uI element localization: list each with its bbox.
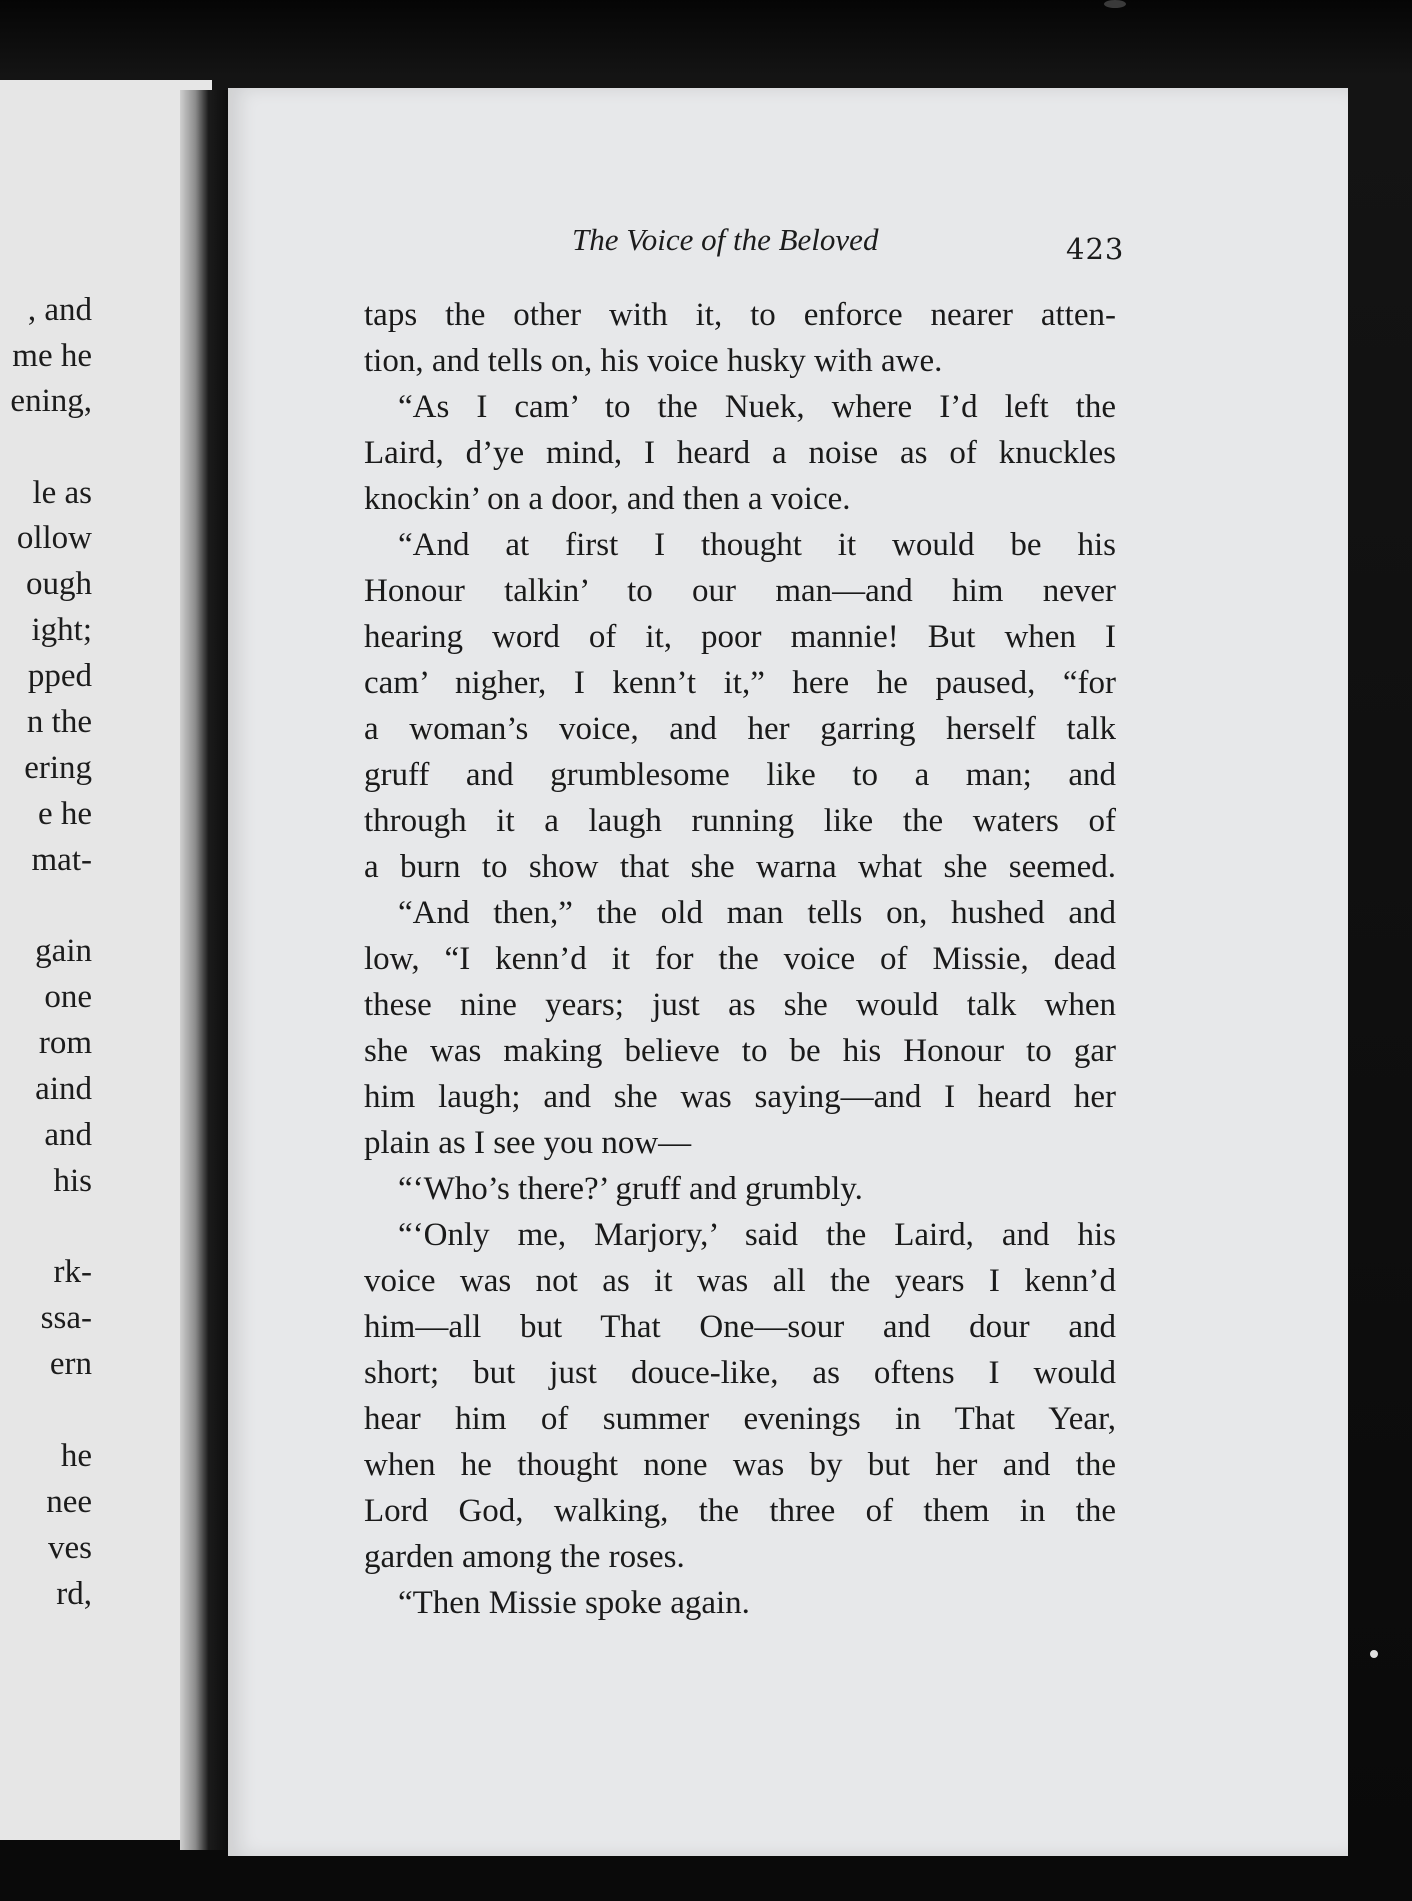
text-line: through it a laugh running like the waters of <box>364 803 1116 839</box>
left-line-fragment: ering <box>24 750 92 786</box>
body-text <box>364 292 1116 1626</box>
page-number: 423 <box>1066 232 1125 266</box>
left-line-fragment: , and <box>27 292 92 328</box>
text-line: him—all but That One—sour and dour and <box>364 1309 1116 1345</box>
left-line-fragment: me he <box>12 338 92 374</box>
dust-speck <box>1370 1650 1378 1658</box>
text-line: gruff and grumblesome like to a man; and <box>364 757 1116 793</box>
left-line-fragment: le as <box>32 475 92 511</box>
left-line-fragment: aind <box>35 1071 92 1107</box>
text-line: cam’ nigher, I kenn’t it,” here he paused, “for <box>364 665 1116 701</box>
text-line: “‘Who’s there?’ gruff and grumbly. <box>398 1171 863 1207</box>
left-line-fragment: n the <box>26 704 92 740</box>
left-line-fragment: ern <box>49 1346 92 1382</box>
left-line-fragment: nee <box>46 1484 92 1520</box>
text-line: Laird, d’ye mind, I heard a noise as of knuckles <box>364 435 1116 471</box>
text-line: “Then Missie spoke again. <box>398 1585 750 1621</box>
left-line-fragment: his <box>53 1163 92 1199</box>
text-line: tion, and tells on, his voice husky with awe. <box>364 343 943 379</box>
left-line-fragment: ight; <box>31 612 92 648</box>
left-line-fragment: rd, <box>56 1576 92 1612</box>
text-line: hearing word of it, poor mannie! But when I <box>364 619 1116 655</box>
text-line: a burn to show that she warna what she seemed. <box>364 849 1116 885</box>
text-line: “And then,” the old man tells on, hushed and <box>398 895 1116 931</box>
left-line-fragment: and <box>44 1117 92 1153</box>
text-line: when he thought none was by but her and the <box>364 1447 1116 1483</box>
book-spine-shadow <box>180 90 232 1850</box>
text-line: she was making believe to be his Honour to gar <box>364 1033 1116 1069</box>
running-head: The Voice of the Beloved <box>572 222 879 257</box>
left-line-fragment: ssa- <box>40 1300 92 1336</box>
left-line-fragment: mat- <box>31 842 92 878</box>
text-line: him laugh; and she was saying—and I heard her <box>364 1079 1116 1115</box>
left-line-fragment: ves <box>48 1530 92 1566</box>
text-line: knockin’ on a door, and then a voice. <box>364 481 851 517</box>
left-line-fragment: ough <box>26 566 92 602</box>
left-line-fragment: rom <box>38 1025 92 1061</box>
dust-speck <box>1104 0 1126 8</box>
text-line: Honour talkin’ to our man—and him never <box>364 573 1116 609</box>
text-line: taps the other with it, to enforce nearer atten- <box>364 297 1116 333</box>
text-line: “And at first I thought it would be his <box>398 527 1116 563</box>
left-line-fragment: one <box>44 979 92 1015</box>
text-line: a woman’s voice, and her garring herself talk <box>364 711 1116 747</box>
text-line: “As I cam’ to the Nuek, where I’d left the <box>398 389 1116 425</box>
left-line-fragment: ollow <box>16 520 92 556</box>
text-line: low, “I kenn’d it for the voice of Missie, dead <box>364 941 1116 977</box>
text-line: Lord God, walking, the three of them in the <box>364 1493 1116 1529</box>
left-line-fragment: ening, <box>10 383 92 419</box>
left-line-fragment: pped <box>27 658 92 694</box>
text-line: voice was not as it was all the years I kenn’d <box>364 1263 1116 1299</box>
left-line-fragment: e he <box>37 796 92 832</box>
text-line: garden among the roses. <box>364 1539 685 1575</box>
text-line: short; but just douce-like, as oftens I would <box>364 1355 1116 1391</box>
text-line: plain as I see you now— <box>364 1125 692 1161</box>
text-line: hear him of summer evenings in That Year, <box>364 1401 1116 1437</box>
text-line: “‘Only me, Marjory,’ said the Laird, and his <box>398 1217 1116 1253</box>
text-line: these nine years; just as she would talk when <box>364 987 1116 1023</box>
left-line-fragment: he <box>60 1438 92 1474</box>
left-line-fragment: gain <box>35 933 92 969</box>
left-line-fragment: rk- <box>53 1254 92 1290</box>
